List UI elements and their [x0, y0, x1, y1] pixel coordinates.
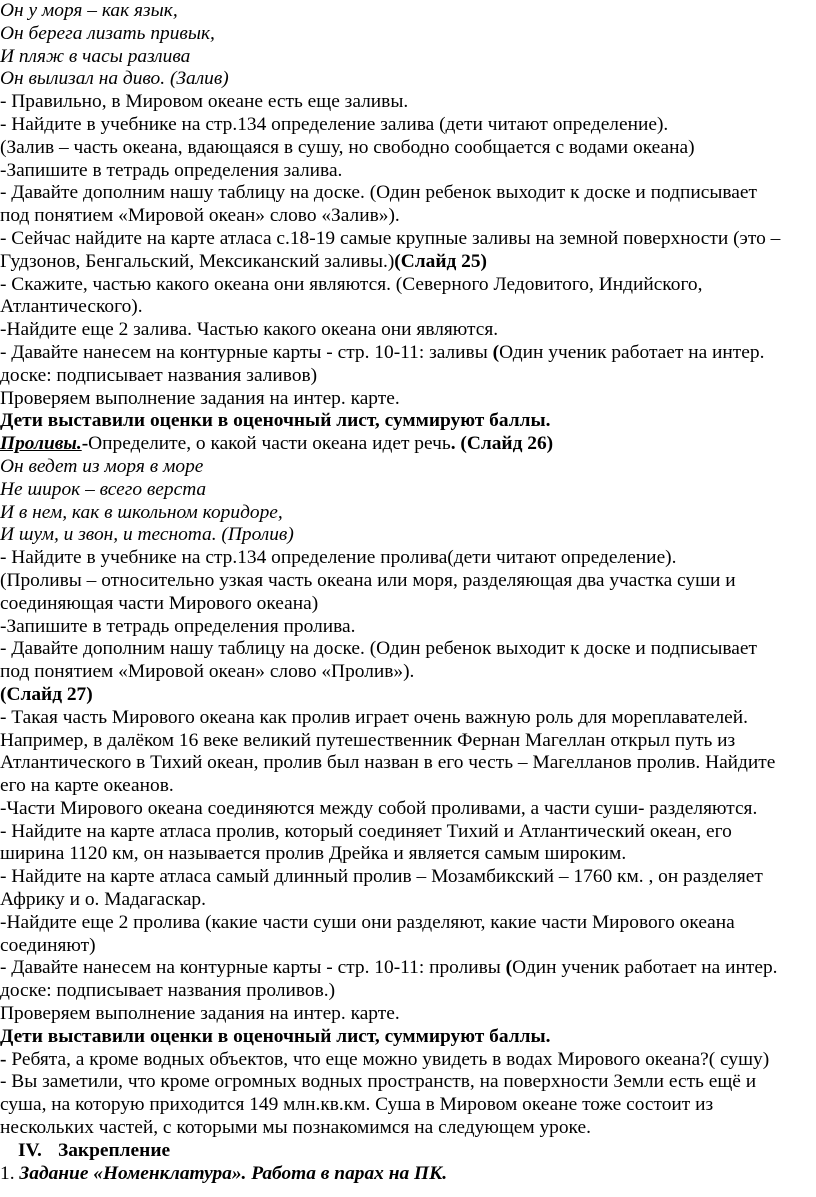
text-run: Африку и о. Мадагаскар. [0, 889, 206, 911]
text-line [0, 114, 812, 137]
text-run: - Найдите в учебнике на стр.134 определение пролива(дети читают определение). [0, 547, 677, 569]
text-run: доске: подписывает названия заливов) [0, 364, 318, 386]
text-line [0, 433, 812, 456]
text-run: - Вы заметили, что кроме огромных водных пространств, на поверхности Земли есть ещё и [0, 1071, 757, 1093]
text-line [0, 1094, 812, 1117]
text-run: - Давайте нанесем на контурные карты - стр. 10-11: проливы [0, 957, 506, 979]
text-run: - [81, 433, 89, 455]
text-run: под понятием «Мировой океан» слово «Залив»). [0, 205, 400, 227]
text-line [0, 502, 812, 525]
text-run: - Найдите на карте атласа пролив, который соединяет Тихий и Атлантический океан, его [0, 820, 732, 842]
text-line [0, 23, 812, 46]
text-run: Проверяем выполнение задания на интер. карте. [0, 387, 400, 409]
text-line [0, 912, 812, 935]
text-line [0, 616, 812, 639]
text-run: -Части Мирового океана соединяются между собой проливами, а части суши- разделяются. [0, 797, 758, 819]
text-run: Он у моря – как язык, [0, 0, 178, 21]
text-line [0, 980, 812, 1003]
text-line [0, 935, 812, 958]
text-line [0, 775, 812, 798]
text-run: Проливы. [0, 433, 82, 455]
text-run: - Скажите, частью какого океана они являются. (Северного Ледовитого, Индийского, [0, 273, 703, 295]
text-line [0, 1117, 812, 1140]
text-run: Проверяем выполнение задания на интер. карте. [0, 1003, 400, 1025]
text-run: ( [505, 957, 513, 979]
text-line [0, 68, 812, 91]
text-line [0, 182, 812, 205]
text-run: И в нем, как в школьном коридоре, [0, 501, 283, 523]
text-line [0, 342, 812, 365]
text-line [0, 889, 812, 912]
text-run: Например, в далёком 16 веке великий путешественник Фернан Магеллан открыл путь из [0, 729, 736, 751]
text-line [0, 46, 812, 69]
text-line [0, 661, 812, 684]
text-run: . (Слайд 26) [450, 433, 554, 455]
text-run: Один ученик работает на интер. [512, 957, 778, 979]
text-run: (Залив – часть океана, вдающаяся в сушу, но свободно сообщается с водами океана) [0, 136, 695, 158]
text-line [0, 319, 812, 342]
text-run: Определите, о какой части океана идет речь [88, 433, 451, 455]
text-run: - [0, 1048, 12, 1070]
text-line [0, 593, 812, 616]
text-line [0, 752, 812, 775]
text-run: Один ученик работает на интер. [499, 341, 765, 363]
text-line [0, 1049, 812, 1072]
text-run: Закрепление [58, 1139, 171, 1161]
text-run: суша, на которую приходится 149 млн.кв.км. Суша в Мировом океане тоже состоит из [0, 1094, 714, 1116]
text-line [0, 1140, 812, 1163]
text-line [0, 388, 812, 411]
text-run: IV. [18, 1139, 42, 1161]
text-line [0, 91, 812, 114]
text-line [0, 410, 812, 433]
text-run: (Проливы – относительно узкая часть океана или моря, разделяющая два участка суши и [0, 569, 736, 591]
text-line [0, 570, 812, 593]
text-run: доске: подписывает названия проливов.) [0, 980, 336, 1002]
text-line [0, 160, 812, 183]
text-line [0, 274, 812, 297]
text-run: нескольких частей, с которыми мы познакомимся на следующем уроке. [0, 1117, 591, 1139]
text-run: - Правильно, в Мировом океане есть еще заливы. [0, 91, 409, 113]
text-line [0, 365, 812, 388]
text-run: И пляж в часы разлива [0, 45, 191, 67]
text-run: - Давайте дополним нашу таблицу на доске. (Один ребенок выходит к доске и подписывает [0, 182, 757, 204]
text-run: (Слайд 27) [0, 683, 93, 705]
text-line [0, 456, 812, 479]
text-run: -Найдите еще 2 пролива (какие части суши они разделяют, какие части Мирового океана [0, 911, 735, 933]
text-line [0, 1163, 812, 1186]
text-line [0, 1003, 812, 1026]
text-run: Атлантического). [0, 296, 143, 318]
text-run: Атлантического в Тихий океан, пролив был назван в его честь – Магелланов пролив. Найдите [0, 752, 776, 774]
text-run: соединяющая части Мирового океана) [0, 592, 319, 614]
text-run: - Сейчас найдите на карте атласа с.18-19 самые крупные заливы на земной поверхности (это – [0, 227, 781, 249]
text-run: его на карте океанов. [0, 775, 174, 797]
text-run: -Найдите еще 2 залива. Частью какого океана они являются. [0, 319, 499, 341]
text-line [0, 251, 812, 274]
text-line [0, 296, 812, 319]
text-run: - Давайте дополним нашу таблицу на доске. (Один ребенок выходит к доске и подписывает [0, 638, 757, 660]
text-line [0, 479, 812, 502]
text-line [0, 547, 812, 570]
text-line [0, 684, 812, 707]
text-run: под понятием «Мировой океан» слово «Пролив»). [0, 661, 415, 683]
text-run: - Такая часть Мирового океана как пролив играет очень важную роль для мореплавателей. [0, 706, 748, 728]
text-run: (Слайд 25) [394, 250, 488, 272]
text-run: - Найдите на карте атласа самый длинный пролив – Мозамбикский – 1760 км. , он разделяет [0, 866, 763, 888]
text-run: -Запишите в тетрадь определения залива. [0, 159, 343, 181]
text-run: Гудзонов, Бенгальский, Мексиканский заливы.) [0, 250, 395, 272]
text-run: - Найдите в учебнике на стр.134 определение залива (дети читают определение). [0, 113, 669, 135]
text-run: ( [492, 341, 500, 363]
text-run: 1. [0, 1162, 20, 1184]
text-line [0, 137, 812, 160]
text-line [0, 1071, 812, 1094]
text-line [0, 524, 812, 547]
text-line [0, 843, 812, 866]
text-run: ширина 1120 км, он называется пролив Дрейка и является самым широким. [0, 843, 627, 865]
text-run: - Давайте нанесем на контурные карты - стр. 10-11: заливы [0, 341, 493, 363]
text-line [0, 638, 812, 661]
text-run: И шум, и звон, и теснота. (Пролив) [0, 524, 294, 546]
text-run: Дети выставили оценки в оценочный лист, суммируют баллы. [0, 1025, 551, 1047]
text-line [0, 798, 812, 821]
text-run: Не широк – всего верста [0, 478, 207, 500]
text-line [0, 0, 812, 23]
text-run: Ребята, а кроме водных объектов, что еще можно увидеть в водах Мирового океана?( сушу) [11, 1048, 770, 1070]
text-run: -Запишите в тетрадь определения пролива. [0, 615, 356, 637]
text-line [0, 1026, 812, 1049]
text-run: Он ведет из моря в море [0, 455, 204, 477]
text-run: Он берега лизать привык, [0, 22, 215, 44]
text-run: соединяют) [0, 934, 96, 956]
text-line [0, 957, 812, 980]
text-line [0, 821, 812, 844]
text-line [0, 707, 812, 730]
text-run: Задание «Номенклатура». Работа в парах на ПК. [19, 1162, 448, 1184]
text-line [0, 730, 812, 753]
text-run: Он вылизал на диво. (Залив) [0, 68, 229, 90]
text-run: Дети выставили оценки в оценочный лист, суммируют баллы. [0, 410, 551, 432]
text-line [0, 228, 812, 251]
text-line [0, 205, 812, 228]
text-line [0, 866, 812, 889]
